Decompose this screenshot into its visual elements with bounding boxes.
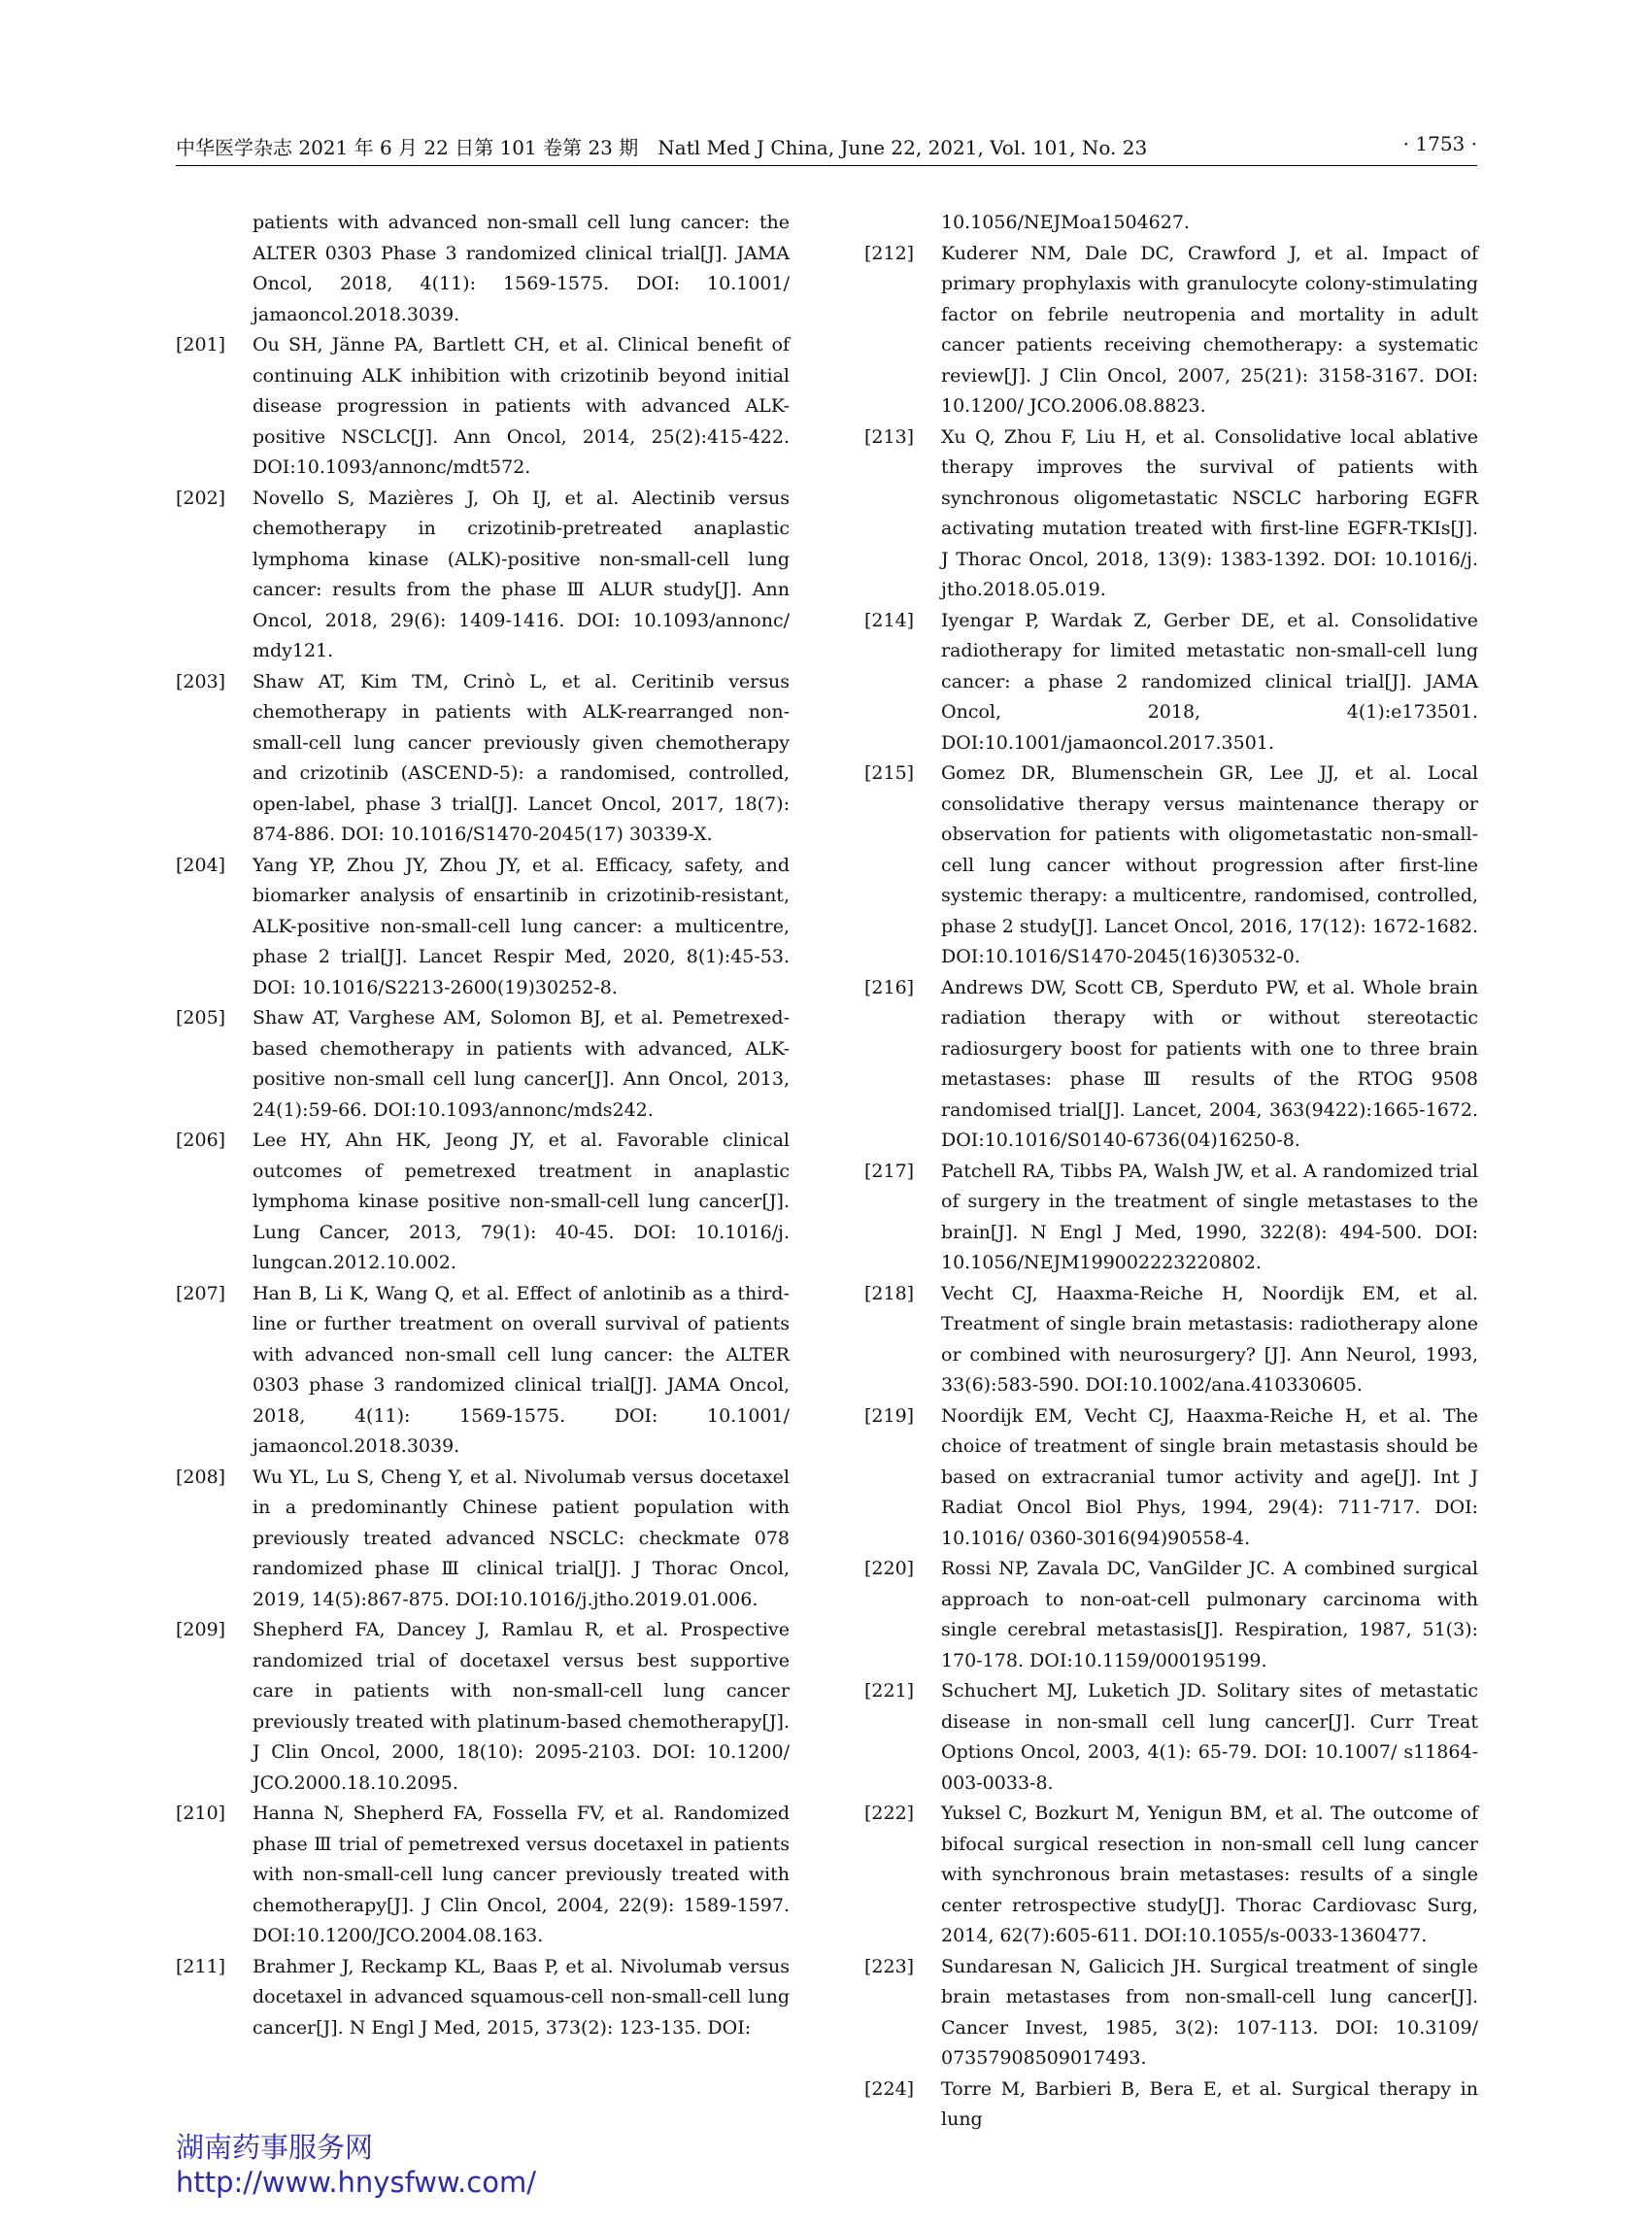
reference-number: [202] — [176, 487, 226, 509]
reference-item — [864, 1952, 1478, 2074]
reference-text: Iyengar P, Wardak Z, Gerber DE, et al. Consolidative radiotherapy for limited metastatic non-small-cell lung cancer: a phase 2 randomized clinical trial[J]. JAMA Oncol, 2018, 4(1):e173501. DOI:10.1001/jamaoncol.2017.3501. — [941, 609, 1478, 754]
reference-text: Kuderer NM, Dale DC, Crawford J, et al. Impact of primary prophylaxis with granulocyte colony-stimulating factor on febrile neutropenia and mortality in adult cancer patients receiving chemotherapy: a systematic review[J]. J Clin Oncol, 2007, 25(21): 3158-3167. DOI: 10.1200/ JCO.2006.08.8823. — [941, 242, 1478, 417]
reference-text: Rossi NP, Zavala DC, VanGilder JC. A combined surgical approach to non-oat-cell pulmonary carcinoma with single cerebral metastasis[J]. Respiration, 1987, 51(3): 170-178. DOI:10.1159/000195199. — [941, 1558, 1478, 1671]
reference-item — [864, 239, 1478, 422]
left-reference-column — [176, 208, 790, 2043]
reference-number: [215] — [864, 762, 915, 784]
reference-number: [218] — [864, 1282, 915, 1304]
watermark-site-name: 湖南药事服务网 — [176, 2131, 374, 2164]
reference-item — [176, 1003, 790, 1126]
reference-number: [211] — [176, 1955, 226, 1977]
running-header — [176, 132, 1477, 166]
reference-text: Schuchert MJ, Luketich JD. Solitary sites of metastatic disease in non-small cell lung cancer[J]. Curr Treat Options Oncol, 2003, 4(1): 65-79. DOI: 10.1007/ s11864-003-0033-8. — [941, 1680, 1478, 1794]
reference-text: Noordijk EM, Vecht CJ, Haaxma-Reiche H, et al. The choice of treatment of single brain metastasis should be based on extracranial tumor activity and age[J]. Int J Radiat Oncol Biol Phys, 1994, 29(4): 711-717. DOI: 10.1016/ 0360-3016(94)90558-4. — [941, 1404, 1478, 1549]
reference-item — [176, 851, 790, 1004]
reference-number: [205] — [176, 1007, 226, 1028]
watermark — [176, 2130, 536, 2200]
reference-item — [864, 1554, 1478, 1676]
reference-number: [222] — [864, 1803, 915, 1824]
reference-number: [221] — [864, 1680, 915, 1702]
reference-item — [176, 1279, 790, 1463]
reference-item — [864, 1279, 1478, 1401]
reference-item — [864, 422, 1478, 606]
reference-item — [864, 1799, 1478, 1952]
reference-item — [176, 330, 790, 484]
reference-item — [176, 667, 790, 851]
reference-number: [219] — [864, 1404, 915, 1427]
reference-number: [223] — [864, 1955, 915, 1977]
reference-item — [864, 208, 1478, 239]
reference-text: Sundaresan N, Galicich JH. Surgical treatment of single brain metastases from non-small-cell lung cancer[J]. Cancer Invest, 1985, 3(2): 107-113. DOI: 10.3109/ 07357908509017493. — [941, 1955, 1478, 2069]
reference-item — [864, 1401, 1478, 1555]
reference-number: [206] — [176, 1129, 226, 1151]
reference-number: [201] — [176, 334, 226, 355]
reference-item — [864, 759, 1478, 973]
reference-number: [224] — [864, 2077, 915, 2100]
reference-text: Han B, Li K, Wang Q, et al. Effect of anlotinib as a third-line or further treatment on overall survival of patients with advanced non-small cell lung cancer: the ALTER 0303 phase 3 randomized clinical trial[J]. JAMA Oncol, 2018, 4(11): 1569-1575. DOI: 10.1001/ jamaoncol.2018.3039. — [253, 1282, 790, 1457]
reference-number: [203] — [176, 670, 226, 692]
reference-number: [214] — [864, 609, 915, 631]
reference-number: [208] — [176, 1466, 226, 1488]
reference-item — [176, 1126, 790, 1279]
reference-text: Lee HY, Ahn HK, Jeong JY, et al. Favorable clinical outcomes of pemetrexed treatment in anaplastic lymphoma kinase positive non-small-cell lung cancer[J]. Lung Cancer, 2013, 79(1): 40-45. DOI: 10.1016/j. lungcan.2012.10.002. — [253, 1129, 790, 1273]
reference-item — [864, 2074, 1478, 2136]
reference-text: Yuksel C, Bozkurt M, Yenigun BM, et al. The outcome of bifocal surgical resection in non-small cell lung cancer with synchronous brain metastases: results of a single center retrospective study[J]. Thorac Cardiovasc Surg, 2014, 62(7):605-611. DOI:10.1055/s-0033-1360477. — [941, 1803, 1478, 1946]
reference-item — [176, 1615, 790, 1799]
reference-text: Xu Q, Zhou F, Liu H, et al. Consolidative local ablative therapy improves the survival of patients with synchronous oligometastatic NSCLC harboring EGFR activating mutation treated with first-line EGFR-TKIs[J]. J Thorac Oncol, 2018, 13(9): 1383-1392. DOI: 10.1016/j. jtho.2018.05.019. — [941, 425, 1478, 600]
reference-item — [176, 1799, 790, 1952]
reference-item — [864, 1676, 1478, 1799]
watermark-url: http://www.hnysfww.com/ — [176, 2166, 536, 2199]
reference-number: [212] — [864, 242, 915, 264]
reference-text: Torre M, Barbieri B, Bera E, et al. Surgical therapy in lung — [941, 2077, 1478, 2130]
page-number: · 1753 · — [1402, 132, 1477, 155]
reference-text: 10.1056/NEJMoa1504627. — [941, 212, 1190, 233]
reference-text: patients with advanced non-small cell lung cancer: the ALTER 0303 Phase 3 randomized clinical trial[J]. JAMA Oncol, 2018, 4(11): 1569-1575. DOI: 10.1001/ jamaoncol.2018.3039. — [253, 212, 790, 325]
reference-text: Yang YP, Zhou JY, Zhou JY, et al. Efficacy, safety, and biomarker analysis of ensartinib in crizotinib-resistant, ALK-positive non-small-cell lung cancer: a multicentre, phase 2 trial[J]. Lancet Respir Med, 2020, 8(1):45-53. DOI: 10.1016/S2213-2600(19)30252-8. — [253, 854, 790, 998]
reference-text: Wu YL, Lu S, Cheng Y, et al. Nivolumab versus docetaxel in a predominantly Chinese patient population with previously treated advanced NSCLC: checkmate 078 randomized phase Ⅲ clinical trial[J]. J Thorac Oncol, 2019, 14(5):867-875. DOI:10.1016/j.jtho.2019.01.006. — [253, 1466, 790, 1610]
reference-number: [213] — [864, 425, 915, 448]
reference-text: Vecht CJ, Haaxma-Reiche H, Noordijk EM, et al. Treatment of single brain metastasis: radiotherapy alone or combined with neurosurgery? [J]. Ann Neurol, 1993, 33(6):583-590. DOI:10.1002/ana.410330605. — [941, 1282, 1478, 1396]
reference-text: Gomez DR, Blumenschein GR, Lee JJ, et al. Local consolidative therapy versus maintenance therapy or observation for patients with oligometastatic non-small-cell lung cancer without progression after first-line systemic therapy: a multicentre, randomised, controlled, phase 2 study[J]. Lancet Oncol, 2016, 17(12): 1672-1682. DOI:10.1016/S1470-2045(16)30532-0. — [941, 762, 1478, 967]
reference-number: [209] — [176, 1619, 226, 1640]
right-reference-column — [864, 208, 1478, 2136]
reference-number: [216] — [864, 976, 915, 998]
reference-text: Shaw AT, Kim TM, Crinò L, et al. Ceritinib versus chemotherapy in patients with ALK-rearranged non-small-cell lung cancer previously given chemotherapy and crizotinib (ASCEND-5): a randomised, controlled, open-label, phase 3 trial[J]. Lancet Oncol, 2017, 18(7): 874-886. DOI: 10.1016/S1470-2045(17) 30339-X. — [253, 670, 790, 845]
reference-item — [864, 973, 1478, 1157]
reference-item — [864, 606, 1478, 759]
reference-item — [176, 208, 790, 330]
reference-number: [220] — [864, 1558, 915, 1579]
reference-number: [204] — [176, 854, 226, 876]
reference-item — [176, 484, 790, 667]
reference-number: [217] — [864, 1160, 915, 1182]
reference-number: [207] — [176, 1282, 226, 1304]
reference-item — [176, 1463, 790, 1616]
reference-text: Patchell RA, Tibbs PA, Walsh JW, et al. A randomized trial of surgery in the treatment of single metastases to the brain[J]. N Engl J Med, 1990, 322(8): 494-500. DOI: 10.1056/NEJM199002223220802. — [941, 1160, 1478, 1273]
reference-text: Andrews DW, Scott CB, Sperduto PW, et al. Whole brain radiation therapy with or without stereotactic radiosurgery boost for patients with one to three brain metastases: phase Ⅲ results of the RTOG 9508 randomised trial[J]. Lancet, 2004, 363(9422):1665-1672. DOI:10.1016/S0140-6736(04)16250-8. — [941, 976, 1478, 1151]
reference-text: Novello S, Mazières J, Oh IJ, et al. Alectinib versus chemotherapy in crizotinib-pretreated anaplastic lymphoma kinase (ALK)-positive non-small-cell lung cancer: results from the phase Ⅲ ALUR study[J]. Ann Oncol, 2018, 29(6): 1409-1416. DOI: 10.1093/annonc/ mdy121. — [253, 487, 790, 661]
reference-item — [864, 1157, 1478, 1279]
reference-text: Shaw AT, Varghese AM, Solomon BJ, et al. Pemetrexed-based chemotherapy in patients with advanced, ALK-positive non-small cell lung cancer[J]. Ann Oncol, 2013, 24(1):59-66. DOI:10.1093/annonc/mds242. — [253, 1007, 790, 1121]
reference-text: Shepherd FA, Dancey J, Ramlau R, et al. Prospective randomized trial of docetaxel versus best supportive care in patients with non-small-cell lung cancer previously treated with platinum-based chemotherapy[J]. J Clin Oncol, 2000, 18(10): 2095-2103. DOI: 10.1200/ JCO.2000.18.10.2095. — [253, 1619, 790, 1794]
reference-text: Hanna N, Shepherd FA, Fossella FV, et al. Randomized phase Ⅲ trial of pemetrexed versus docetaxel in patients with non-small-cell lung cancer previously treated with chemotherapy[J]. J Clin Oncol, 2004, 22(9): 1589-1597. DOI:10.1200/JCO.2004.08.163. — [253, 1803, 790, 1946]
reference-number: [210] — [176, 1803, 226, 1824]
reference-text: Ou SH, Jänne PA, Bartlett CH, et al. Clinical benefit of continuing ALK inhibition with crizotinib beyond initial disease progression in patients with advanced ALK-positive NSCLC[J]. Ann Oncol, 2014, 25(2):415-422. DOI:10.1093/annonc/mdt572. — [253, 334, 790, 478]
reference-item — [176, 1952, 790, 2044]
reference-text: Brahmer J, Reckamp KL, Baas P, et al. Nivolumab versus docetaxel in advanced squamous-cell non-small-cell lung cancer[J]. N Engl J Med, 2015, 373(2): 123-135. DOI: — [253, 1955, 790, 2039]
journal-citation: 中华医学杂志 2021 年 6 月 22 日第 101 卷第 23 期 Natl Med J China, June 22, 2021, Vol. 101, No. 23 — [176, 136, 1148, 159]
